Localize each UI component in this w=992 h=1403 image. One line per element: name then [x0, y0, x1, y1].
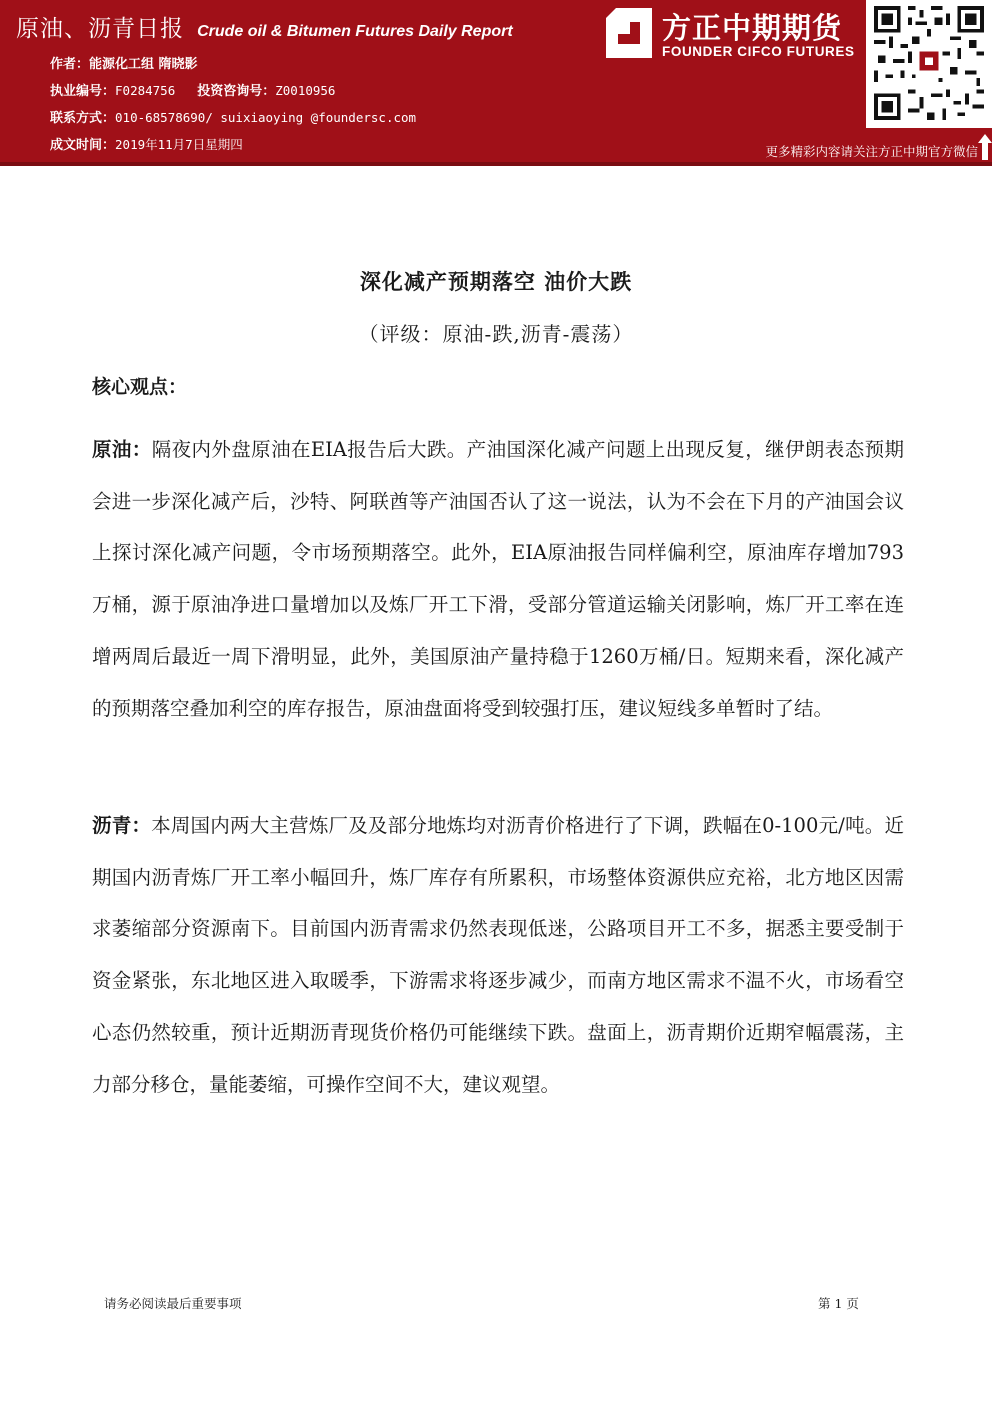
bitumen-text: 本周国内两大主营炼厂及及部分地炼均对沥青价格进行了下调，跌幅在0-100元/吨。近期国内沥青炼厂开工率小幅回升，炼厂库存有所累积，市场整体资源供应充裕，北方地区因需求萎缩部分资源南下。目前国内沥青需求仍然表现低迷，公路项目开工不多，据悉主要受制于资金紧张，东北地区进入取暖季，下游需求将逐步减少，而南方地区需求不温不火，市场看空心态仍然较重，预计近期沥青现货价格仍可能继续下跌。盘面上，沥青期价近期窄幅震荡，主力部分移仓，量能萎缩，可操作空间不大，建议观望。 — [92, 814, 904, 1096]
founder-logo — [606, 6, 862, 66]
follow-wechat-text: 更多精彩内容请关注方正中期官方微信 — [765, 144, 978, 159]
qr-code-icon — [874, 6, 984, 120]
author-value: 能源化工组 隋晓影 — [89, 57, 198, 72]
page-number: 第 1 页 — [818, 1296, 859, 1311]
report-headline: 深化减产预期落空 油价大跌 — [359, 270, 633, 294]
date-value: 2019年11月7日星期四 — [115, 137, 243, 152]
core-view-label: 核心观点： — [92, 376, 188, 398]
logo-text-cn: 方正中期期货 — [662, 11, 843, 45]
author-line — [50, 53, 198, 72]
report-title-en: Crude oil & Bitumen Futures Daily Report — [197, 23, 513, 40]
founder-logo-icon — [606, 8, 652, 58]
consult-label: 投资咨询号： — [197, 84, 276, 99]
up-arrow-icon — [978, 134, 992, 160]
report-title-cn: 原油、沥青日报 — [16, 16, 184, 42]
consult-value: Z0010956 — [275, 83, 336, 98]
license-value: F0284756 — [115, 83, 176, 98]
contact-label: 联系方式： — [50, 111, 116, 126]
bitumen-paragraph — [92, 800, 904, 1110]
report-header — [0, 0, 992, 162]
date-line — [50, 134, 243, 153]
crude-oil-text: 隔夜内外盘原油在EIA报告后大跌。产油国深化减产问题上出现反复，继伊朗表态预期会进一步深化减产后，沙特、阿联酋等产油国否认了这一说法，认为不会在下月的产油国会议上探讨深化减产问题，令市场预期落空。此外，EIA原油报告同样偏利空，原油库存增加793万桶，源于原油净进口量增加以及炼厂开工下滑，受部分管道运输关闭影响，炼厂开工率在连增两周后最近一周下滑明显，此外，美国原油产量持稳于1260万桶/日。短期来看，深化减产的预期落空叠加利空的库存报告，原油盘面将受到较强打压，建议短线多单暂时了结。 — [92, 438, 904, 720]
license-label: 执业编号： — [50, 84, 116, 99]
header-divider — [0, 162, 992, 166]
footer-notice: 请务必阅读最后重要事项 — [104, 1296, 242, 1311]
contact-line — [50, 107, 416, 126]
qr-code — [866, 0, 992, 128]
bitumen-lead: 沥青： — [92, 814, 152, 837]
author-label: 作者： — [50, 57, 90, 72]
crude-oil-lead: 原油： — [92, 438, 152, 461]
license-line — [50, 80, 335, 99]
report-title-row — [16, 10, 513, 43]
report-rating: （评级：原油-跌,沥青-震荡） — [358, 322, 634, 346]
date-label: 成文时间： — [50, 138, 116, 153]
logo-text-en: FOUNDER CIFCO FUTURES — [662, 44, 855, 59]
contact-value: 010-68578690/ suixiaoying @foundersc.com — [115, 110, 417, 125]
crude-oil-paragraph — [92, 424, 904, 734]
